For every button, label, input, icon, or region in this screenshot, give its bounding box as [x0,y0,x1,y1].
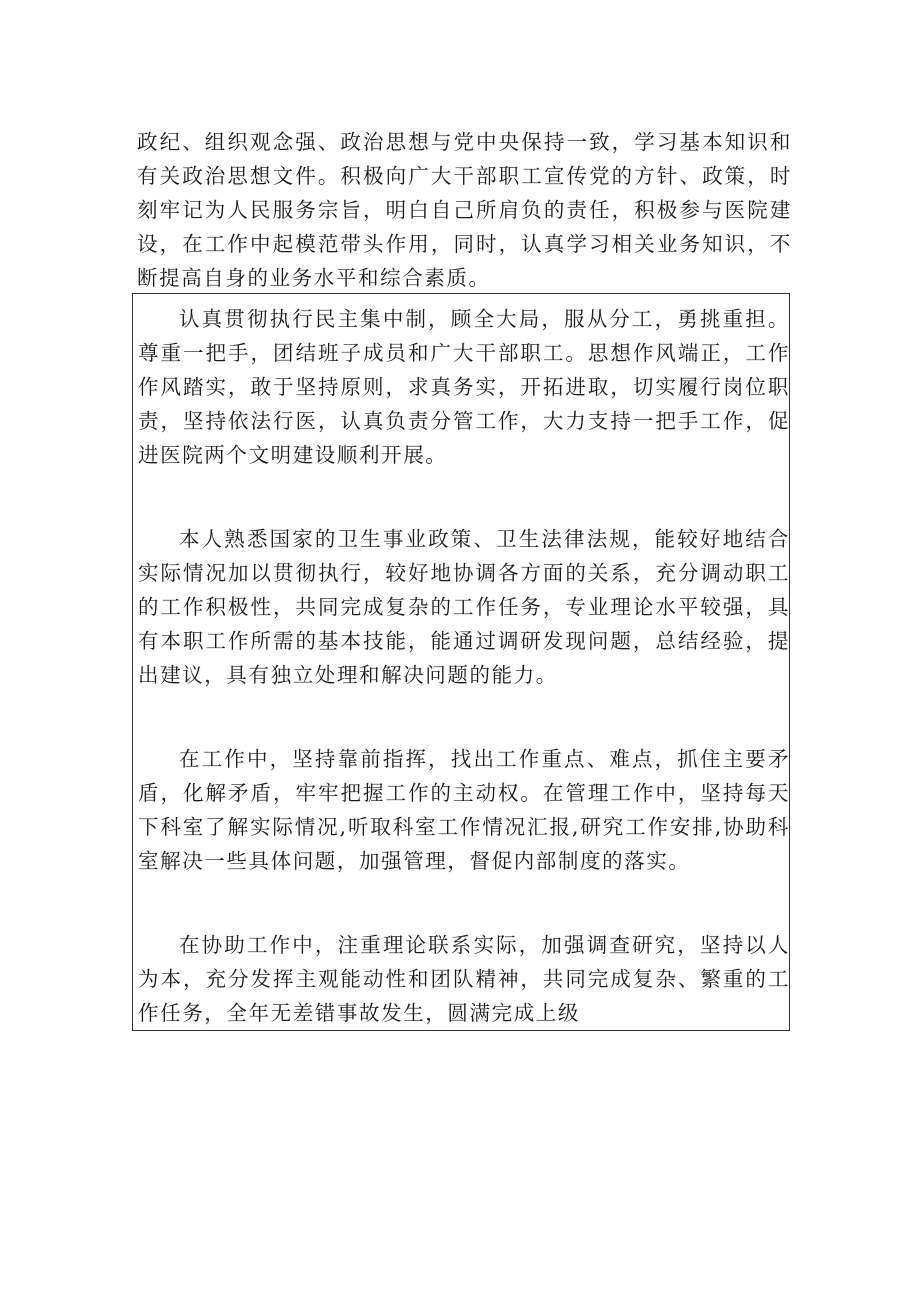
box-paragraph-4: 在协助工作中，注重理论联系实际，加强调查研究，坚持以人为本，充分发挥主观能动性和团队精神，共同完成复杂、繁重的工作任务，全年无差错事故发生，圆满完成上级 [138,933,790,1025]
box-paragraph-1: 认真贯彻执行民主集中制，顾全大局，服从分工，勇挑重担。尊重一把手，团结班子成员和广大干部职工。思想作风端正，工作作风踏实，敢于坚持原则，求真务实，开拓进取，切实履行岗位职责，坚持依法行医，认真负责分管工作，大力支持一把手工作，促进医院两个文明建设顺利开展。 [138,307,790,467]
box-paragraph-2: 本人熟悉国家的卫生事业政策、卫生法律法规，能较好地结合实际情况加以贯彻执行，较好地协调各方面的关系，充分调动职工的工作积极性，共同完成复杂的工作任务，专业理论水平较强，具有本职工作所需的基本技能，能通过调研发现问题，总结经验，提出建议，具有独立处理和解决问题的能力。 [138,527,790,687]
intro-paragraph: 政纪、组织观念强、政治思想与党中央保持一致，学习基本知识和有关政治思想文件。积极向广大干部职工宣传党的方针、政策，时刻牢记为人民服务宗旨，明白自己所肩负的责任，积极参与医院建设，在工作中起模范带头作用，同时，认真学习相关业务知识，不断提高自身的业务水平和综合素质。 [137,129,792,290]
box-paragraph-3: 在工作中，坚持靠前指挥，找出工作重点、难点，抓住主要矛盾，化解矛盾，牢牢把握工作的主动权。在管理工作中，坚持每天下科室了解实际情况,听取科室工作情况汇报,研究工作安排,协助科室解决一些具体问题，加强管理，督促内部制度的落实。 [138,747,790,873]
text-box [132,293,790,1031]
